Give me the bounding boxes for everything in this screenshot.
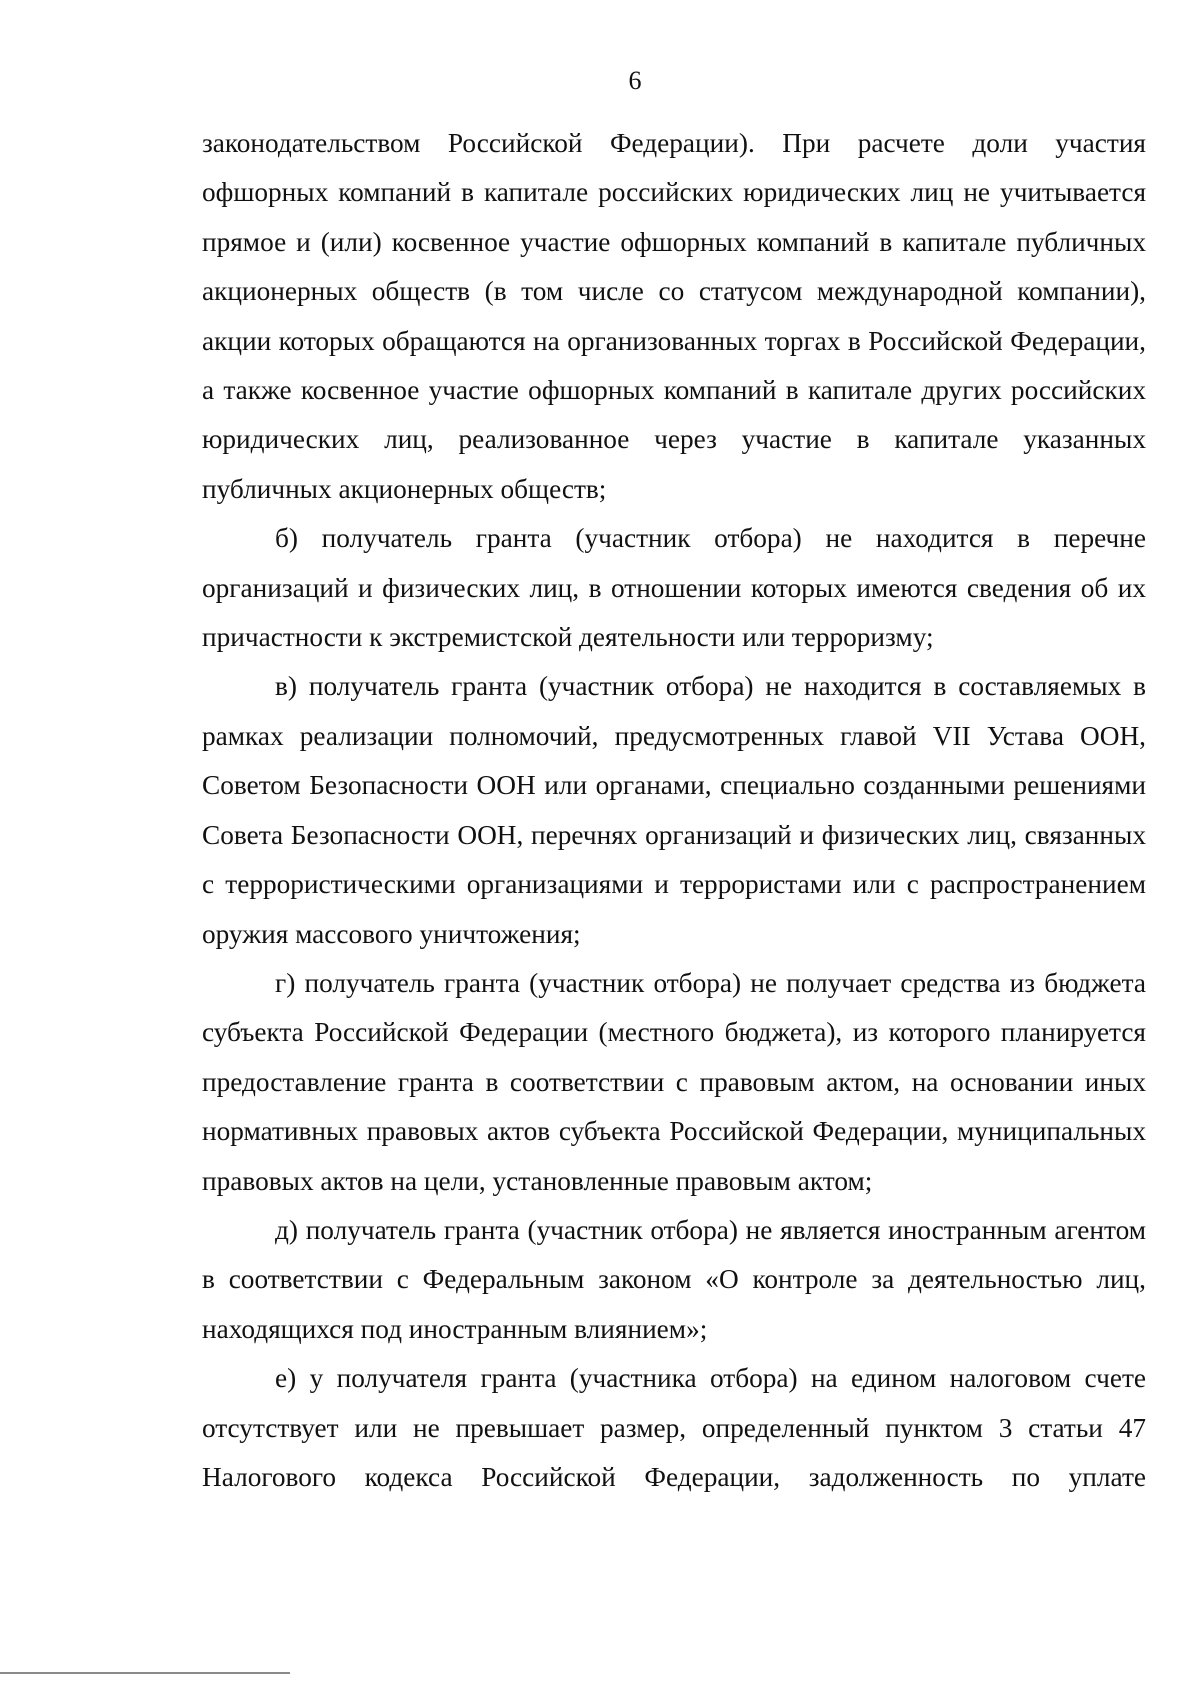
paragraph-item-e: е) у получателя гранта (участника отбора) на едином налоговом счете отсутствует или не превышает размер, определенный пунктом 3 статьи 47 Налогового кодекса Российской Федерации, задолженность по уплате: [202, 1363, 1146, 1492]
paragraph-continuation: законодательством Российской Федерации). При расчете доли участия офшорных компаний в капитале российских юридических лиц не учитывается прямое и (или) косвенное участие офшорных компаний в капитале публичных акционерных обществ (в том числе со статусом международной компании), акции которых обращаются на организованных торгах в Российской Федерации, а также косвенное участие офшорных компаний в капитале других российских юридических лиц, реализованное через участие в капитале указанных публичных акционерных обществ;: [202, 128, 1146, 504]
paragraph-item-b: б) получатель гранта (участник отбора) не находится в перечне организаций и физических лиц, в отношении которых имеются сведения об их причастности к экстремистской деятельности или терроризму;: [202, 523, 1146, 653]
page-number: 6: [628, 66, 642, 95]
paragraph-item-v: в) получатель гранта (участник отбора) не находится в составляемых в рамках реализации полномочий, предусмотренных главой VII Устава ООН, Советом Безопасности ООН или органами, специально созданными решениями Совета Безопасности ООН, перечнях организаций и физических лиц, связанных с террористическими организациями и террористами или с распространением оружия массового уничтожения;: [202, 671, 1146, 949]
footer-rule: [0, 1672, 290, 1674]
document-body: [202, 119, 1146, 1502]
paragraph-item-d: д) получатель гранта (участник отбора) не является иностранным агентом в соответствии с Федеральным законом «О контроле за деятельностью лиц, находящихся под иностранным влиянием»;: [202, 1214, 1146, 1344]
paragraph-item-g: г) получатель гранта (участник отбора) не получает средства из бюджета субъекта Российской Федерации (местного бюджета), из которого планируется предоставление гранта в соответствии с правовым актом, на основании иных нормативных правовых актов субъекта Российской Федерации, муниципальных правовых актов на цели, установленные правовым актом;: [202, 967, 1146, 1196]
